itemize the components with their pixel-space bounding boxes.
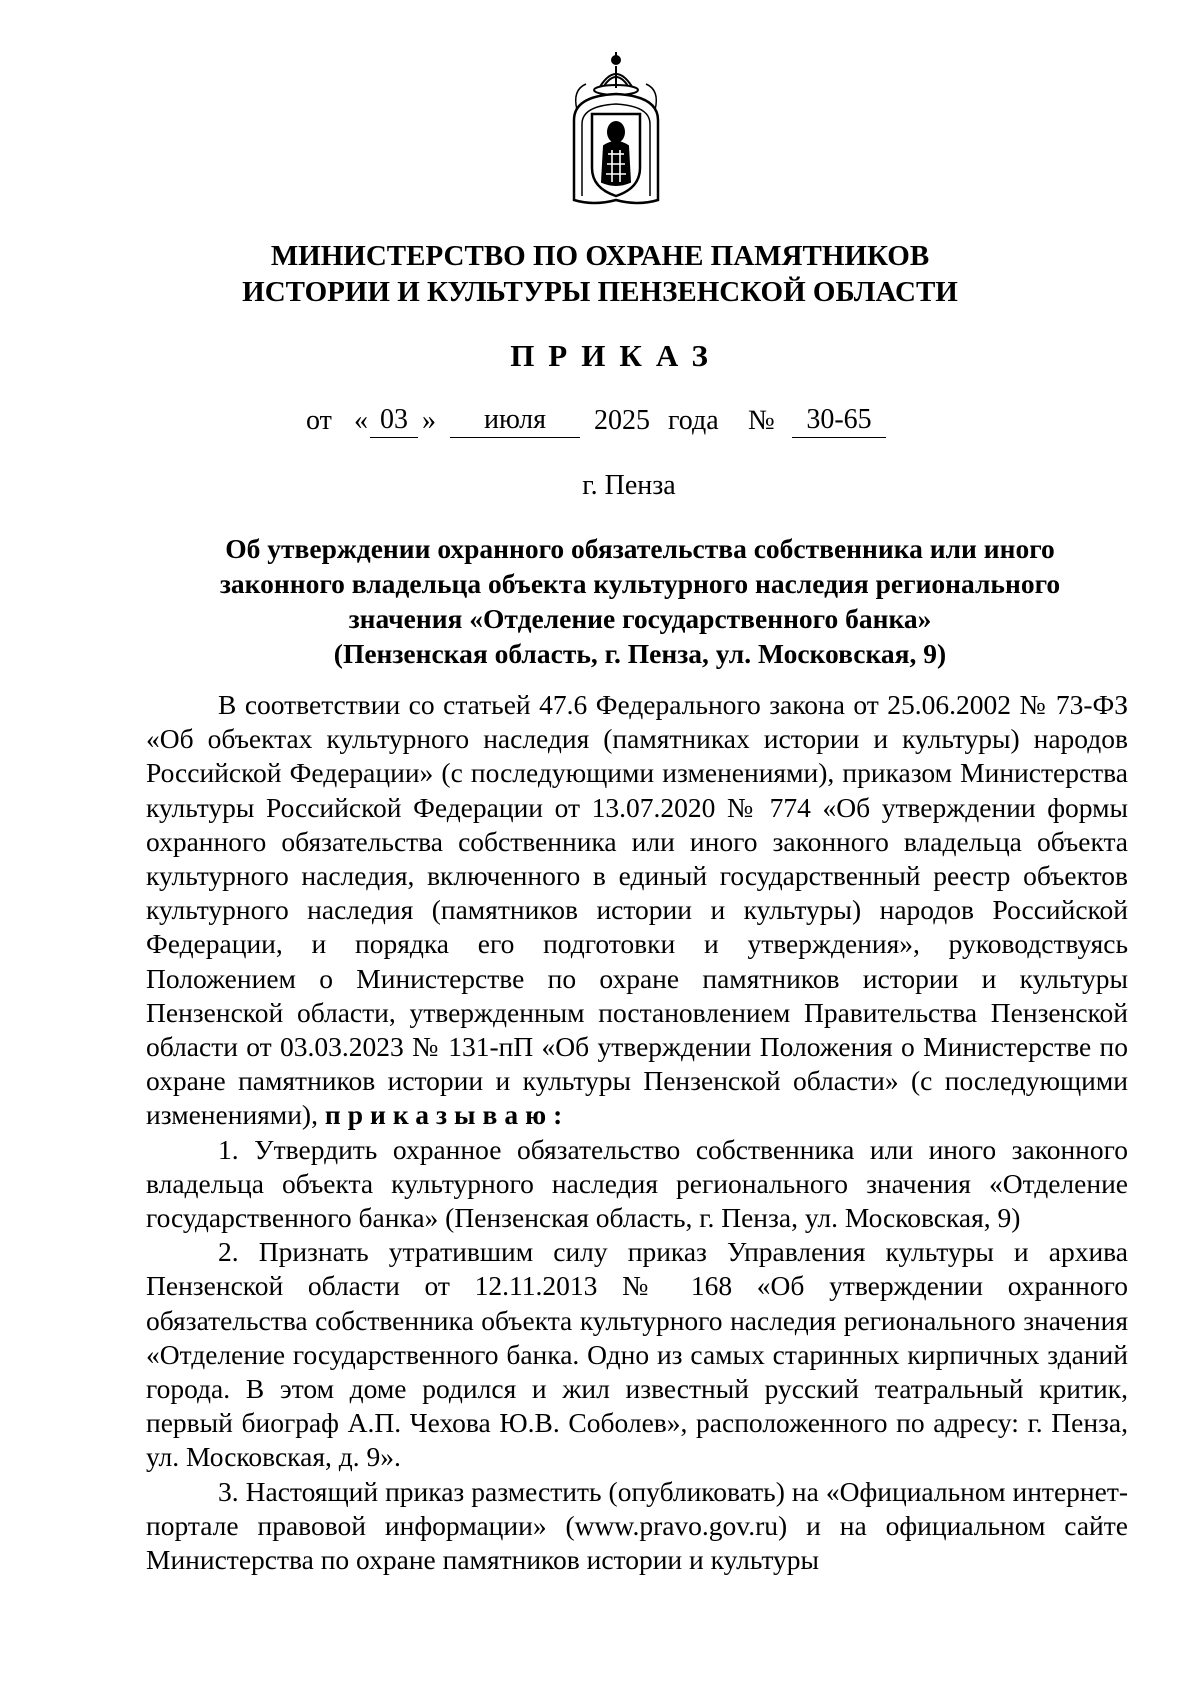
date-year: 2025 — [594, 405, 650, 436]
ministry-name-line2: ИСТОРИИ И КУЛЬТУРЫ ПЕНЗЕНСКОЙ ОБЛАСТИ — [242, 276, 958, 308]
number-sign: № — [748, 405, 775, 436]
quote-open: « — [354, 405, 368, 436]
date-number-line — [0, 405, 1200, 445]
date-goda-label: года — [668, 405, 719, 436]
ministry-name-line1: МИНИСТЕРСТВО ПО ОХРАНЕ ПАМЯТНИКОВ — [270, 240, 930, 272]
quote-close: » — [422, 405, 436, 436]
item-2-paragraph: 2. Признать утратившим силу приказ Управления культуры и архива Пензенской области от 12.11.2013 № 168 «Об утверждении охранного обязательства собственника объекта культурного наследия регионального значения «Отделение государственного банка. Одно из самых старинных кирпичных зданий города. В этом доме родился и жил известный русский театральный критик, первый биограф А.П. Чехова Ю.В. Соболев», расположенного по адресу: г. Пенза, ул. Московская, д. 9». — [146, 1236, 1128, 1473]
date-ot-label: от — [306, 405, 332, 436]
date-month: июля — [450, 405, 580, 438]
document-subject — [150, 531, 1130, 671]
item-1-paragraph: 1. Утвердить охранное обязательство собственника или иного законного владельца объекта культурного наследия регионального значения «Отделение государственного банка» (Пензенская область, г. Пенза, ул. Московская, 9) — [146, 1133, 1128, 1234]
date-day: 03 — [370, 405, 418, 438]
document-body — [146, 688, 1128, 1577]
item-3-paragraph: 3. Настоящий приказ разместить (опубликовать) на «Официальном интернет-портале правовой информации» (www.pravo.gov.ru) и на официальном сайте Министерства по охране памятников истории и культуры — [146, 1475, 1128, 1576]
coat-of-arms-icon — [568, 50, 664, 210]
subject-line2: законного владельца объекта культурного наследия регионального — [219, 568, 1061, 599]
preamble-paragraph — [146, 688, 1128, 1133]
subject-line1: Об утверждении охранного обязательства собственника или иного — [225, 533, 1055, 564]
preamble-text: В соответствии со статьей 47.6 Федерального закона от 25.06.2002 № 73-ФЗ «Об объектах культурного наследия (памятниках истории и культуры) народов Российской Федерации» (с последующими изменениями), приказом Министерства культуры Российской Федерации от 13.07.2020 № 774 «Об утверждении формы охранного обязательства собственника или иного законного владельца объекта культурного наследия, включенного в единый государственный реестр объектов культурного наследия (памятников истории и культуры) народов Российской Федерации, и порядка его подготовки и утверждения», руководствуясь Положением о Министерстве по охране памятников истории и культуры Пензенской области, утвержденным постановлением Правительства Пензенской области от 03.03.2023 № 131-пП «Об утверждении Положения о Министерстве по охране памятников истории и культуры Пензенской области» (с последующими изменениями), — [146, 689, 1128, 1131]
subject-line4: (Пензенская область, г. Пенза, ул. Московская, 9) — [333, 638, 947, 669]
decree-word: приказываю: — [324, 1099, 570, 1131]
city-label: г. Пенза — [582, 470, 676, 501]
subject-line3: значения «Отделение государственного банка» — [348, 603, 932, 634]
ministry-name — [0, 238, 1200, 310]
document-number: 30-65 — [792, 405, 886, 438]
document-type-title: ПРИКАЗ — [510, 338, 722, 373]
